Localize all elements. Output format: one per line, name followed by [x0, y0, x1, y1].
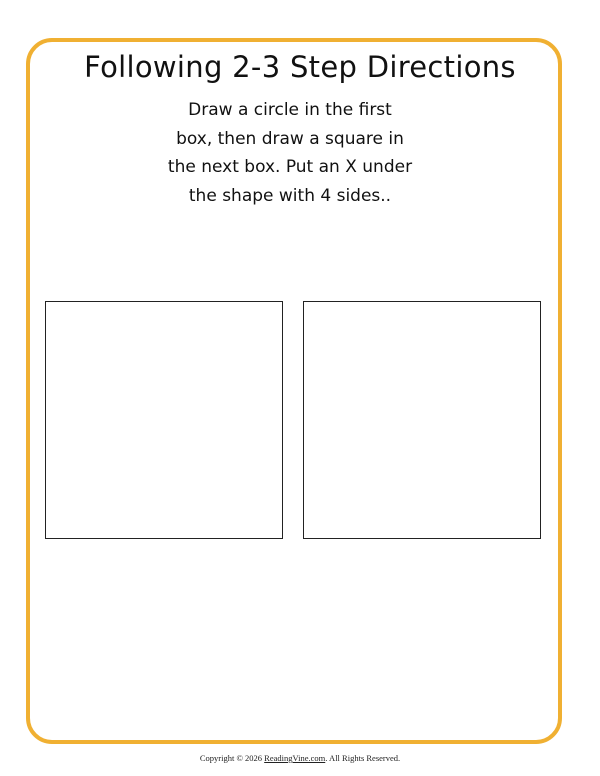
drawing-box-second[interactable] [303, 301, 541, 539]
worksheet-title: Following 2-3 Step Directions [84, 50, 516, 84]
instruction-line: box, then draw a square in [176, 128, 404, 149]
instruction-line: the shape with 4 sides.. [188, 185, 392, 206]
copyright-suffix: . All Rights Reserved. [325, 753, 401, 763]
site-link[interactable]: ReadingVine.com [264, 753, 326, 763]
copyright-prefix: Copyright © 2026 [199, 753, 265, 763]
instruction-line: Draw a circle in the first [188, 100, 392, 120]
instructions-text [140, 96, 440, 210]
copyright-footer [0, 753, 600, 763]
instruction-line: the next box. Put an X under [167, 157, 413, 177]
drawing-box-first[interactable] [45, 301, 283, 539]
